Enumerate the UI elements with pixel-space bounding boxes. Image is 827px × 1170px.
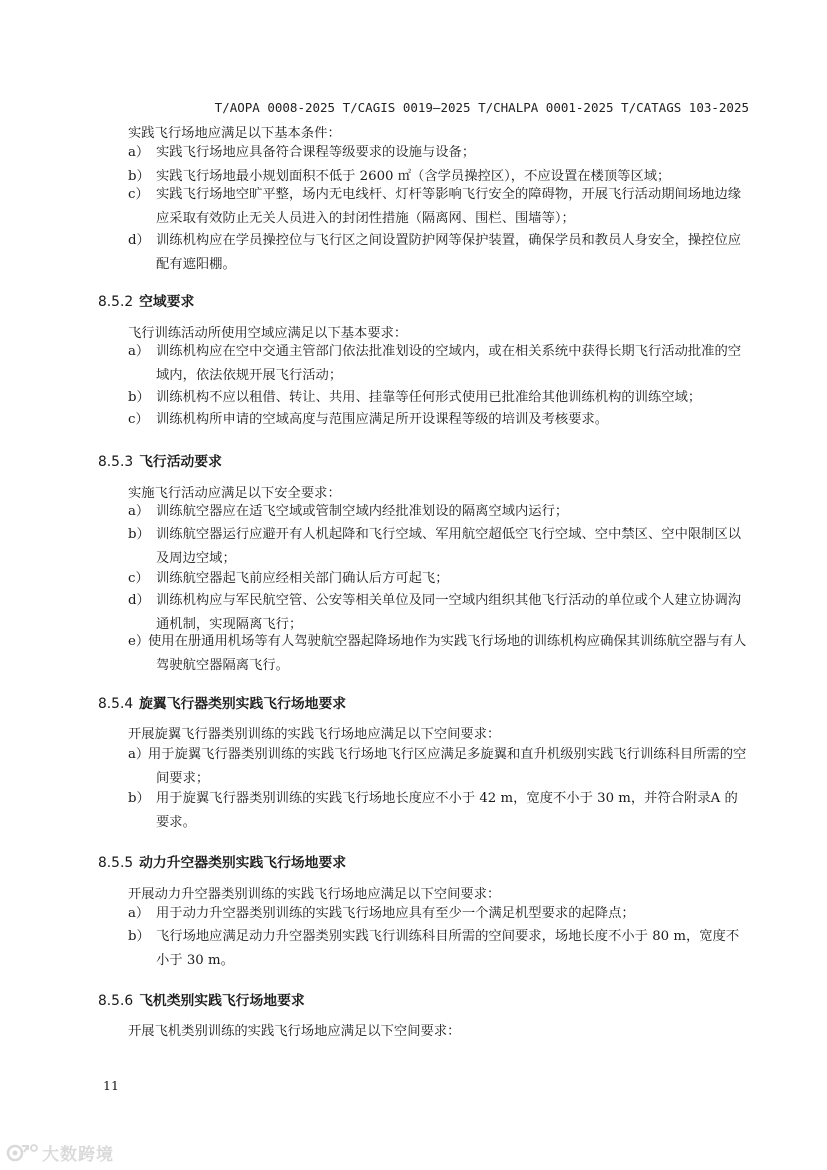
list-marker: c） xyxy=(128,412,149,427)
section-title: 空域要求 xyxy=(139,294,195,310)
list-text: 用于旋翼飞行器类别训练的实践飞行场地飞行区应满足多旋翼和直升机级别实践飞行训练科目所需的空间要求； xyxy=(148,747,747,786)
list-text: 训练机构不应以租借、转让、共用、挂靠等任何形式使用已批准给其他训练机构的训练空域； xyxy=(156,390,702,405)
standard-number-header: T/AOPA 0008-2025 T/CAGIS 0019—2025 T/CHALPA 0001-2025 T/CATAGS 103-2025 xyxy=(214,100,749,115)
list-text: 用于旋翼飞行器类别训练的实践飞行场地长度应不小于 42 m，宽度不小于 30 m，并符合附录A 的要求。 xyxy=(156,791,738,830)
intro-paragraph: 实践飞行场地应满足以下基本条件： xyxy=(128,126,341,141)
section-number: 8.5.6 xyxy=(98,993,134,1009)
list-item xyxy=(128,229,748,277)
section-lead: 飞行训练活动所使用空域应满足以下基本要求： xyxy=(128,326,408,341)
section-title: 旋翼飞行器类别实践飞行场地要求 xyxy=(139,696,347,712)
list-item xyxy=(128,340,748,388)
section-lead: 开展飞机类别训练的实践飞行场地应满足以下空间要求： xyxy=(128,1024,461,1039)
list-text: 训练机构应在空中交通主管部门依法批准划设的空域内，或在相关系统中获得长期飞行活动批准的空域内，依法依规开展飞行活动； xyxy=(156,344,742,383)
list-text: 训练航空器起飞前应经相关部门确认后方可起飞； xyxy=(156,571,449,586)
list-text: 用于动力升空器类别训练的实践飞行场地应具有至少一个满足机型要求的起降点； xyxy=(156,906,635,921)
section-lead: 开展动力升空器类别训练的实践飞行场地应满足以下空间要求： xyxy=(128,887,501,902)
list-text: 实践飞行场地最小规划面积不低于 2600 ㎡（含学员操控区），不应设置在楼顶等区域； xyxy=(156,169,671,184)
list-marker: c） xyxy=(128,571,149,586)
list-text: 训练机构应与军民航空管、公安等相关单位及同一空域内组织其他飞行活动的单位或个人建立协调沟通机制，实现隔离飞行； xyxy=(156,593,742,632)
watermark-text: 大数跨境 xyxy=(42,1145,114,1165)
list-marker: a） xyxy=(128,344,150,359)
list-item xyxy=(128,141,748,165)
section-number: 8.5.4 xyxy=(98,696,134,712)
watermark xyxy=(6,1140,114,1165)
list-item xyxy=(128,500,748,524)
list-marker: a） xyxy=(128,906,150,921)
list-item xyxy=(128,743,748,791)
list-text: 飞行场地应满足动力升空器类别实践飞行训练科目所需的空间要求，场地长度不小于 80 m，宽度不小于 30 m。 xyxy=(156,929,740,968)
list-marker: a） xyxy=(128,747,150,762)
section-title: 动力升空器类别实践飞行场地要求 xyxy=(139,855,347,871)
list-marker: b） xyxy=(128,169,150,184)
section-number: 8.5.5 xyxy=(98,855,134,871)
list-marker: c） xyxy=(128,187,149,202)
watermark-logo-icon xyxy=(6,1142,40,1164)
section-heading xyxy=(98,450,222,470)
section-heading xyxy=(98,290,194,310)
list-item xyxy=(128,386,748,410)
section-heading xyxy=(98,989,305,1009)
section-number: 8.5.3 xyxy=(98,454,134,470)
list-text: 训练航空器运行应避开有人机起降和飞行空域、军用航空超低空飞行空域、空中禁区、空中限制区以及周边空域； xyxy=(156,527,742,566)
list-marker: a） xyxy=(128,504,150,519)
page-number: 11 xyxy=(103,1078,119,1093)
list-marker: d） xyxy=(128,233,150,248)
list-item xyxy=(128,567,748,591)
list-text: 实践飞行场地空旷平整，场内无电线杆、灯杆等影响飞行安全的障碍物，开展飞行活动期间场地边缘应采取有效防止无关人员进入的封闭性措施（隔离网、围栏、围墙等）； xyxy=(156,187,742,226)
list-marker: b） xyxy=(128,791,150,806)
list-item xyxy=(128,408,748,432)
list-marker: a） xyxy=(128,145,150,160)
list-text: 实践飞行场地应具备符合课程等级要求的设施与设备； xyxy=(156,145,476,160)
list-item xyxy=(128,787,748,835)
list-marker: d） xyxy=(128,593,150,608)
section-heading xyxy=(98,692,346,712)
list-text: 训练航空器应在适飞空域或管制空域内经批准划设的隔离空域内运行； xyxy=(156,504,569,519)
section-title: 飞机类别实践飞行场地要求 xyxy=(139,993,305,1009)
list-marker: b） xyxy=(128,527,150,542)
list-item xyxy=(128,630,748,678)
list-item xyxy=(128,925,748,973)
section-lead: 实施飞行活动应满足以下安全要求： xyxy=(128,486,341,501)
list-text: 训练机构应在学员操控位与飞行区之间设置防护网等保护装置，确保学员和教员人身安全，操控位应配有遮阳棚。 xyxy=(156,233,742,272)
list-text: 使用在册通用机场等有人驾驶航空器起降场地作为实践飞行场地的训练机构应确保其训练航空器与有人驾驶航空器隔离飞行。 xyxy=(148,634,747,673)
list-item xyxy=(128,902,748,926)
section-number: 8.5.2 xyxy=(98,294,134,310)
list-item xyxy=(128,183,748,231)
list-marker: e） xyxy=(128,634,150,649)
list-marker: b） xyxy=(128,390,150,405)
list-text: 训练机构所申请的空域高度与范围应满足所开设课程等级的培训及考核要求。 xyxy=(156,412,609,427)
list-marker: b） xyxy=(128,929,150,944)
list-item xyxy=(128,523,748,571)
section-lead: 开展旋翼飞行器类别训练的实践飞行场地应满足以下空间要求： xyxy=(128,727,501,742)
section-heading xyxy=(98,851,346,871)
section-title: 飞行活动要求 xyxy=(139,454,222,470)
